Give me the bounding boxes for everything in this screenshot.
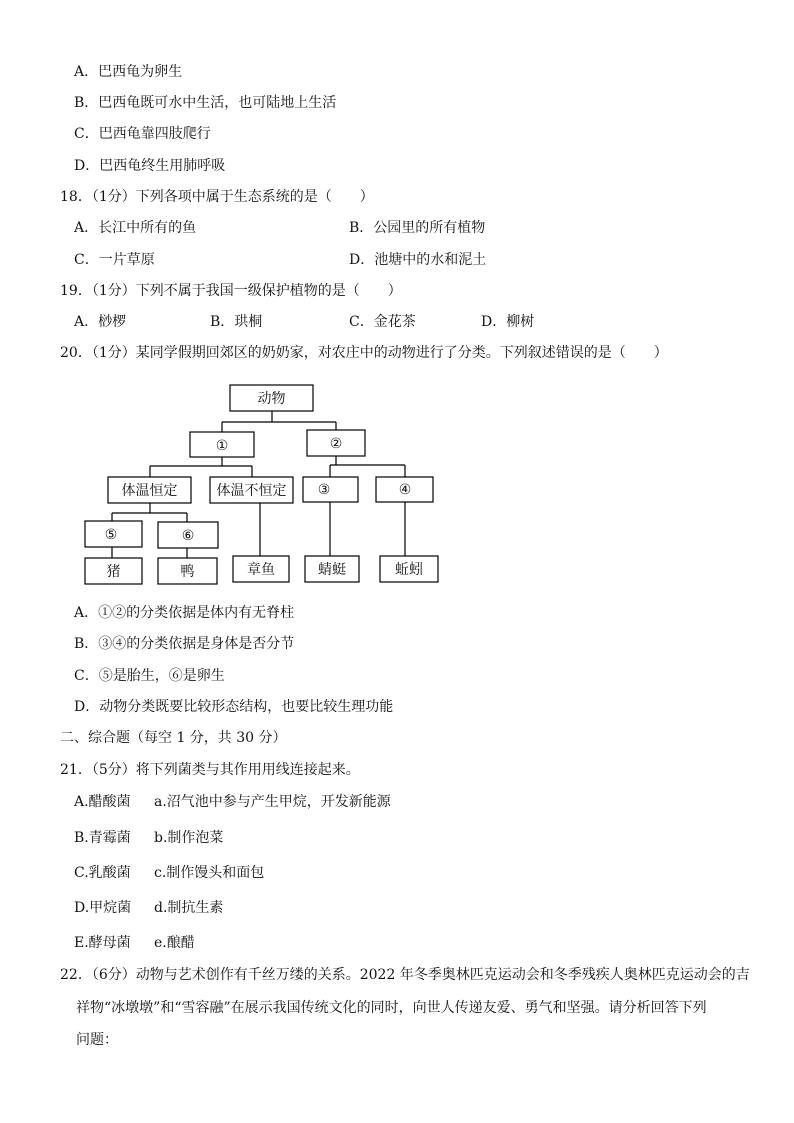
q21-left-e: E.酵母菌 [74,935,131,951]
q20-option-b: B．③④的分类依据是身体是否分节 [74,636,295,652]
leaf-octopus-label: 章鱼 [247,562,275,578]
leaf-dragonfly-label: 蜻蜓 [318,562,346,578]
q19-option-d: D．柳树 [481,314,535,330]
q19-option-a: A．桫椤 [74,314,127,330]
q21-left-a: A.醋酸菌 [74,794,131,810]
node-3-label: ③ [317,482,331,498]
q21-stem: 21．（5分）将下列菌类与其作用用线连接起来。 [60,762,360,778]
q22-line-1: 22．（6分）动物与艺术创作有千丝万缕的关系。2022 年冬季奥林匹克运动会和冬季残疾人奥林匹克运动会的吉 [60,967,750,983]
q19-option-c: C．金花茶 [349,314,416,330]
node-1-label: ① [215,438,229,454]
q21-right-c: c.制作馒头和面包 [154,865,265,881]
q21-left-c: C.乳酸菌 [74,865,131,881]
node-cold-label: 体温不恒定 [216,483,287,499]
q17-option-c: C．巴西龟靠四肢爬行 [74,126,211,142]
q20-option-c: C．⑤是胎生，⑥是卵生 [74,668,225,684]
q22-line-2: 祥物“冰墩墩”和“雪容融”在展示我国传统文化的同时，向世人传递友爱、勇气和坚强。请分析回答下列 [76,1000,707,1016]
node-4-label: ④ [398,482,412,498]
q18-option-a: A．长江中所有的鱼 [74,220,197,236]
q21-left-d: D.甲烷菌 [74,900,132,916]
node-2-label: ② [329,436,343,452]
q17-option-d: D．巴西龟终生用肺呼吸 [74,158,226,174]
leaf-duck-label: 鸭 [180,564,195,580]
q18-option-c: C．一片草原 [74,252,155,268]
q21-left-b: B.青霉菌 [74,830,131,846]
q18-stem: 18．（1分）下列各项中属于生态系统的是（ ） [60,189,374,205]
leaf-pig-label: 猪 [106,564,121,580]
q20-option-a: A．①②的分类依据是体内有无脊柱 [74,605,295,621]
node-3 [303,477,358,502]
q20-option-d: D．动物分类既要比较形态结构，也要比较生理功能 [74,699,394,715]
q19-option-b: B．珙桐 [210,314,263,330]
node-5-label: ⑤ [104,527,118,543]
q21-right-a: a.沼气池中参与产生甲烷，开发新能源 [154,794,391,810]
section-2-heading: 二、综合题（每空 1 分，共 30 分） [60,730,287,746]
node-6-label: ⑥ [181,528,195,544]
q19-stem: 19．（1分）下列不属于我国一级保护植物的是（ ） [60,283,402,299]
q21-right-b: b.制作泡菜 [154,830,224,846]
q17-option-b: B．巴西龟既可水中生活，也可陆地上生活 [74,95,337,111]
node-animal-label: 动物 [257,391,286,407]
q21-right-d: d.制抗生素 [154,900,224,916]
q20-stem: 20．（1分）某同学假期回郊区的奶奶家，对农庄中的动物进行了分类。下列叙述错误的是（ ） [60,345,668,361]
q22-line-3: 问题： [76,1032,118,1048]
q17-option-a: A．巴西龟为卵生 [74,64,183,80]
q18-option-b: B．公园里的所有植物 [349,220,486,236]
node-warm-label: 体温恒定 [121,483,178,499]
q21-right-e: e.酿醋 [154,935,195,951]
leaf-earthworm-label: 蚯蚓 [395,562,423,578]
q18-option-d: D．池塘中的水和泥土 [349,252,487,268]
